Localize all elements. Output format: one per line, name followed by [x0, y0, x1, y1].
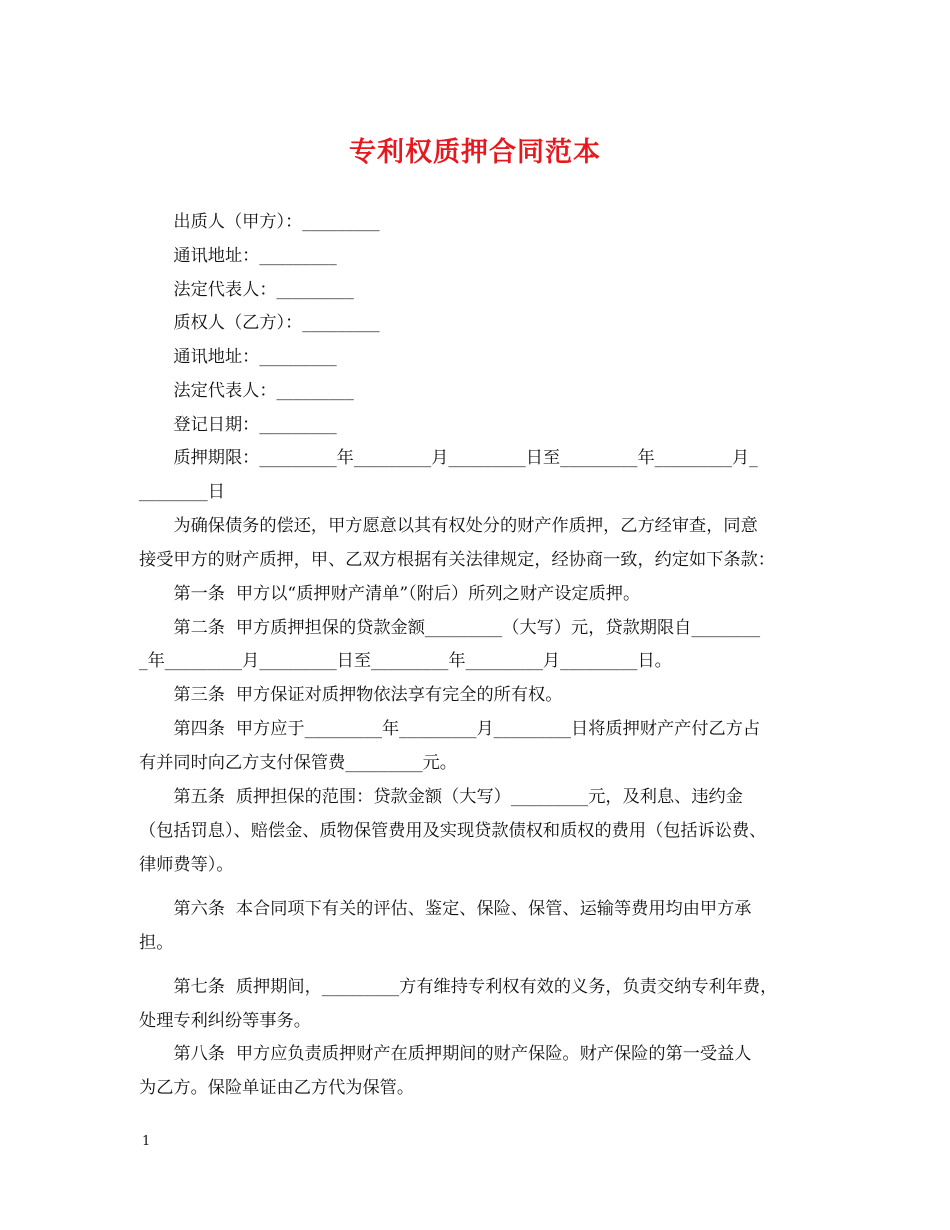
- body-line: 第三条 甲方保证对质押物依法享有完全的所有权。: [139, 685, 563, 705]
- body-line: 登记日期：_________: [139, 415, 337, 435]
- body-line: 为乙方。保险单证由乙方代为保管。: [139, 1078, 415, 1098]
- body-line: 第六条 本合同项下有关的评估、鉴定、保险、保管、运输等费用均由甲方承: [139, 899, 752, 919]
- body-line: 第五条 质押担保的范围：贷款金额（大写）_________元，及利息、违约金: [139, 787, 743, 807]
- page-number: 1: [142, 1134, 151, 1149]
- body-line: 法定代表人：_________: [139, 381, 354, 401]
- body-line: _年_________月_________日至_________年_________月_________日。: [139, 651, 672, 671]
- body-line: 质押期限：_________年_________月_________日至_________年_________月_: [139, 448, 758, 468]
- body-line: 通讯地址：_________: [139, 347, 337, 367]
- body-line: 法定代表人：_________: [139, 280, 354, 300]
- body-line: 通讯地址：_________: [139, 246, 337, 266]
- body-line: 第七条 质押期间，_________方有维持专利权有效的义务，负责交纳专利年费，: [139, 977, 778, 997]
- document-title: 专利权质押合同范本: [349, 137, 601, 168]
- body-line: 第八条 甲方应负责质押财产在质押期间的财产保险。财产保险的第一受益人: [139, 1044, 752, 1064]
- body-line: 有并同时向乙方支付保管费_________元。: [139, 753, 457, 773]
- body-line: 接受甲方的财产质押，甲、乙双方根据有关法律规定，经协商一致，约定如下条款：: [139, 550, 775, 570]
- body-line: 担。: [139, 933, 174, 953]
- body-line: 质权人（乙方）：_________: [139, 313, 380, 333]
- body-line: 为确保债务的偿还，甲方愿意以其有权处分的财产作质押，乙方经审查，同意: [139, 516, 758, 536]
- body-line: （包括罚息）、赔偿金、质物保管费用及实现贷款债权和质权的费用（包括诉讼费、: [139, 821, 767, 841]
- body-line: 律师费等）。: [139, 855, 234, 875]
- body-line: 处理专利纠纷等事务。: [139, 1011, 311, 1031]
- body-line: 出质人（甲方）：_________: [139, 212, 380, 232]
- body-line: ________日: [139, 482, 225, 502]
- body-line: 第二条 甲方质押担保的贷款金额_________（大写）元，贷款期限自________: [139, 618, 761, 638]
- body-line: 第四条 甲方应于_________年_________月_________日将质押财产产付乙方占: [139, 719, 761, 739]
- body-line: 第一条 甲方以“质押财产清单”（附后）所列之财产设定质押。: [139, 584, 641, 604]
